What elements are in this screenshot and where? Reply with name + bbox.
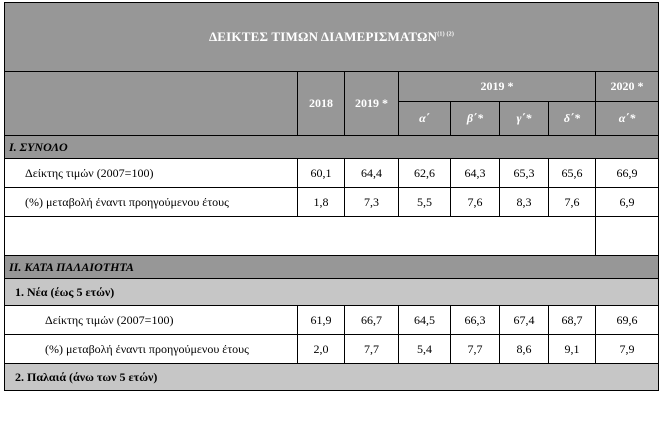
cell-value: 64,4 — [345, 159, 399, 188]
cell-value: 7,9 — [596, 335, 659, 364]
subsection-old-title: 2. Παλαιά (άνω των 5 ετών) — [5, 364, 659, 391]
cell-value: 65,6 — [549, 159, 596, 188]
cell-value: 64,3 — [451, 159, 500, 188]
cell-value: 8,3 — [500, 188, 549, 217]
cell-value: 67,4 — [500, 306, 549, 335]
subsection-new-title: 1. Νέα (έως 5 ετών) — [5, 279, 659, 306]
cell-value: 61,9 — [298, 306, 345, 335]
apartment-price-index-table — [4, 2, 659, 391]
header-2019-q3: γ΄* — [500, 102, 549, 136]
header-2019-q4: δ΄* — [549, 102, 596, 136]
cell-value: 6,9 — [596, 188, 659, 217]
header-2020-group: 2020 * — [596, 72, 659, 102]
table-row — [5, 188, 659, 217]
row-label: (%) μεταβολή έναντι προηγούμενου έτους — [5, 188, 298, 217]
header-2019-q1: α΄ — [399, 102, 451, 136]
cell-value: 66,3 — [451, 306, 500, 335]
header-2019-quarters-group: 2019 * — [399, 72, 596, 102]
cell-value: 65,3 — [500, 159, 549, 188]
table-title — [5, 3, 659, 72]
header-2019-annual: 2019 * — [345, 72, 399, 136]
cell-value: 8,6 — [500, 335, 549, 364]
cell-value: 64,5 — [399, 306, 451, 335]
cell-value: 60,1 — [298, 159, 345, 188]
header-2020-q1: α΄* — [596, 102, 659, 136]
table-row — [5, 306, 659, 335]
cell-value: 7,6 — [549, 188, 596, 217]
table-title-notes: (1) (2) — [437, 31, 455, 38]
header-label-column — [5, 72, 298, 136]
table-row — [5, 159, 659, 188]
blank-spacer-cell — [596, 217, 659, 256]
section-total-title: I. ΣΥΝΟΛΟ — [5, 136, 659, 159]
cell-value: 7,6 — [451, 188, 500, 217]
cell-value: 68,7 — [549, 306, 596, 335]
cell-value: 2,0 — [298, 335, 345, 364]
price-index-table-container — [4, 2, 658, 434]
section-age-title: II. ΚΑΤΑ ΠΑΛΑΙΟΤΗΤΑ — [5, 256, 659, 279]
cell-value: 7,3 — [345, 188, 399, 217]
cell-value: 66,7 — [345, 306, 399, 335]
cell-value: 5,5 — [399, 188, 451, 217]
table-row — [5, 335, 659, 364]
cell-value: 7,7 — [451, 335, 500, 364]
cell-value: 7,7 — [345, 335, 399, 364]
cell-value: 69,6 — [596, 306, 659, 335]
cell-value: 1,8 — [298, 188, 345, 217]
cell-value: 9,1 — [549, 335, 596, 364]
header-2018: 2018 — [298, 72, 345, 136]
cell-value: 62,6 — [399, 159, 451, 188]
blank-spacer-row — [5, 217, 596, 256]
row-label: (%) μεταβολή έναντι προηγούμενου έτους — [5, 335, 298, 364]
row-label: Δείκτης τιμών (2007=100) — [5, 306, 298, 335]
cell-value: 66,9 — [596, 159, 659, 188]
row-label: Δείκτης τιμών (2007=100) — [5, 159, 298, 188]
table-title-text: ΔΕΙΚΤΕΣ ΤΙΜΩΝ ΔΙΑΜΕΡΙΣΜΑΤΩΝ — [208, 29, 438, 44]
cell-value: 5,4 — [399, 335, 451, 364]
header-2019-q2: β΄* — [451, 102, 500, 136]
